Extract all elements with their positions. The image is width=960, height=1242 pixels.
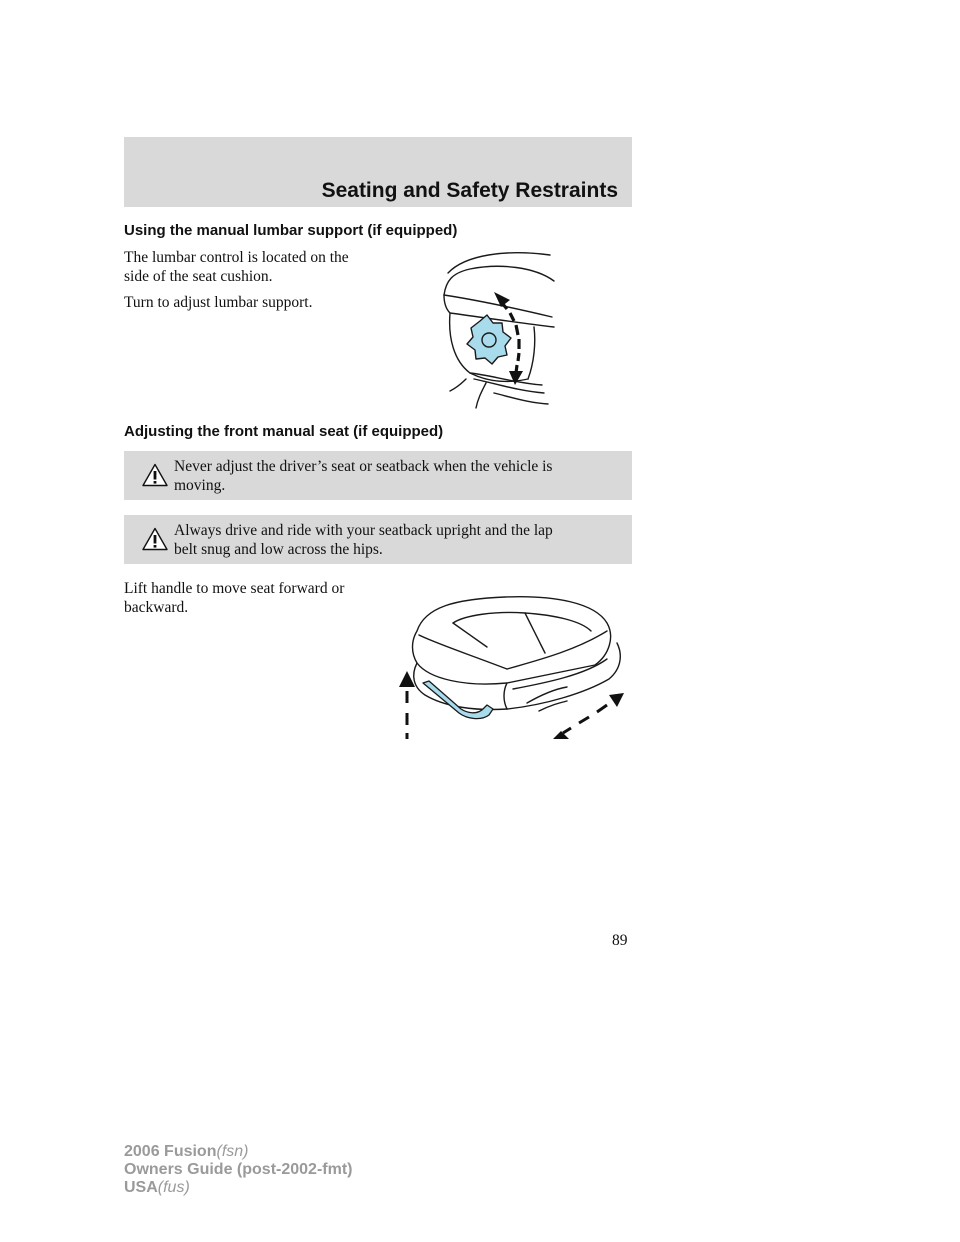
warning-2-line-2: belt snug and low across the hips. xyxy=(174,541,383,558)
document-footer xyxy=(124,1143,352,1197)
lumbar-knob xyxy=(467,315,511,364)
warning-box-2 xyxy=(124,515,632,564)
warning-2-line-1: Always drive and ride with your seatback upright and the lap xyxy=(174,522,553,539)
footer-market-code: (fus) xyxy=(157,1179,190,1196)
fore-aft-arrow xyxy=(553,693,624,739)
lumbar-paragraph xyxy=(124,248,349,286)
warning-1-line-2: moving. xyxy=(174,477,226,494)
lumbar-heading: Using the manual lumbar support (if equipped) xyxy=(124,222,458,239)
front-seat-instruction xyxy=(124,579,344,617)
lumbar-paragraph-line-1: The lumbar control is located on the xyxy=(124,249,349,266)
warning-triangle-icon xyxy=(142,463,168,487)
front-seat-instruction-line-2: backward. xyxy=(124,599,189,616)
warning-triangle-icon xyxy=(142,527,168,551)
footer-model-code: (fsn) xyxy=(216,1143,249,1160)
section-title: Seating and Safety Restraints xyxy=(321,179,618,202)
lumbar-knob-illustration xyxy=(430,243,560,413)
front-seat-instruction-line-1: Lift handle to move seat forward or xyxy=(124,580,345,597)
warning-text-2 xyxy=(174,521,612,559)
footer-guide: Owners Guide (post-2002-fmt) xyxy=(124,1161,353,1178)
lift-arrow xyxy=(399,671,415,739)
warning-box-1 xyxy=(124,451,632,500)
front-seat-heading: Adjusting the front manual seat (if equipped) xyxy=(124,423,444,440)
warning-1-line-1: Never adjust the driver’s seat or seatback when the vehicle is xyxy=(174,458,553,475)
section-header-band xyxy=(124,137,632,207)
lumbar-paragraph-line-2: side of the seat cushion. xyxy=(124,268,273,285)
lumbar-instruction: Turn to adjust lumbar support. xyxy=(124,294,313,311)
seat-adjust-illustration xyxy=(395,583,635,743)
footer-market: USA xyxy=(124,1179,158,1196)
warning-text-1 xyxy=(174,457,612,495)
footer-model: 2006 Fusion xyxy=(124,1143,217,1160)
page-number: 89 xyxy=(612,932,628,949)
